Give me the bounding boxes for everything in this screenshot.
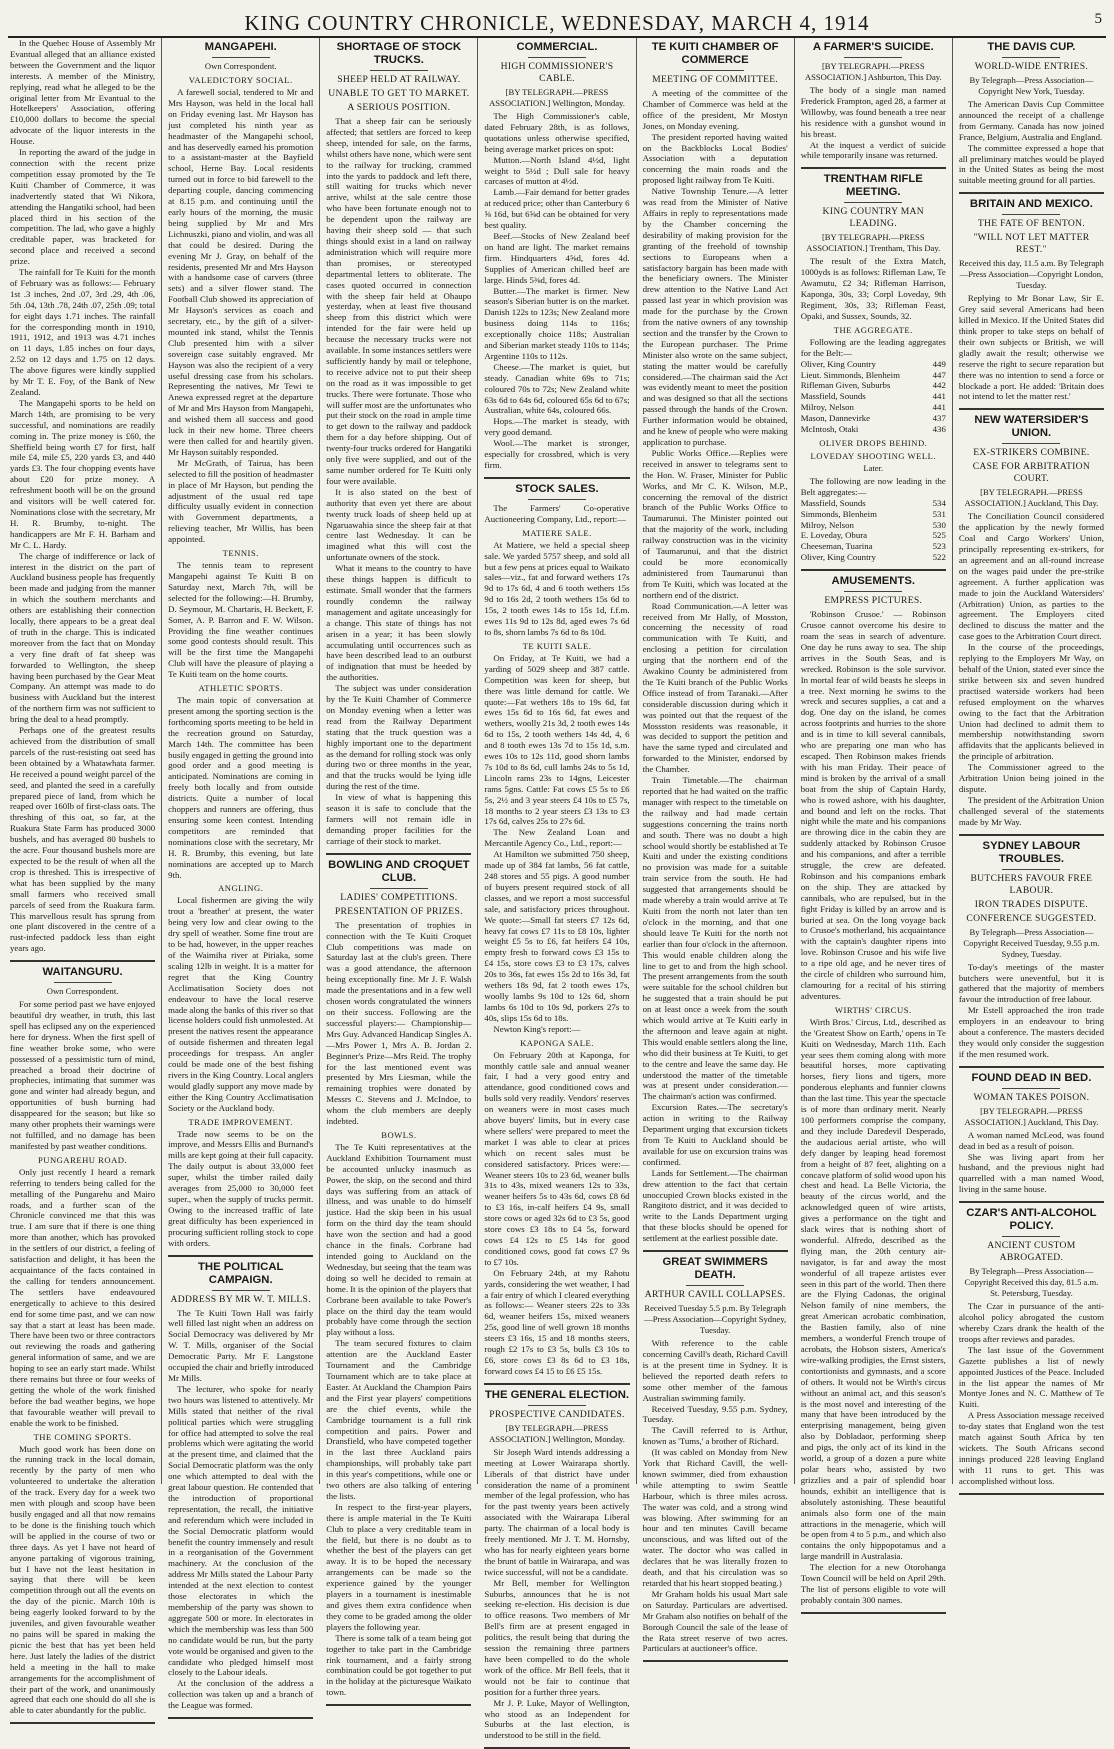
article-headline: TRENTHAM RIFLE MEETING. — [823, 173, 923, 199]
paragraph: Sir Joseph Ward intends addressing a meeting at Lower Wairarapa shortly. Liberals of that district have under consideration the name of a prominent member of the legal profession, who has for the past twenty years been actively associated with the Wairarapa Liberal party. The chairman of a local body is freely mentioned. Mr J. T. M. Hornsby, who has for nearly eighteen years borne the brunt of battle in Wairarapa, and was twice successful, will not be a candidate. — [484, 1446, 630, 1577]
headline-rule — [1002, 869, 1060, 870]
paragraph: The New Zealand Loan and Mercantile Agency Co., Ltd., report:— — [484, 827, 630, 849]
headline-rule — [1002, 1236, 1060, 1237]
paragraph: In respect to the first-year players, there is ample material in the Te Kuiti Club to place a very creditable team in the field, but there is no doubt as to whether the best of the players can get away. It is to be hoped the necessary arrangements can be made so the experience gained by the younger players in a tournament is inestimable and gives them extra confidence when they come to be graded among the older players the following year. — [326, 1501, 472, 1632]
article — [959, 41, 1104, 186]
article-deck: EX-STRIKERS COMBINE. — [973, 447, 1090, 459]
article-body — [168, 1308, 313, 1712]
article-deck: ARTHUR CAVILL COLLAPSES. — [644, 1289, 786, 1301]
paragraph: Road Communication.—A letter was received from Mr Hally, of Mosston, concerning the necessity of road communication with Te Kuiti, and enclosing a petition for circulation urging that the northern end of the Awakino County be administered from the Te Kuiti branch of the Public Works Office instead of from Taranaki.—After considerable discussion during which it was pointed out that the request of the Mossston residents was reasonable, it was decided to support the petition and have the same typed and circulated and forwarded to the Minister, endorsed by the Chamber. — [642, 600, 788, 775]
article-dateline: Received Tuesday 5.5 p.m. By Telegraph—Press Association—Copyright Sydney, Tuesday. — [644, 1303, 787, 1336]
headline-rule — [528, 1405, 586, 1406]
headline-rule — [686, 70, 744, 71]
masthead-title: KING COUNTRY CHRONICLE, WEDNESDAY, MARCH 4, 1914 — [244, 11, 870, 35]
section-heading: VALEDICTORY SOCIAL. — [188, 75, 293, 85]
article — [959, 840, 1104, 1060]
section-heading: TE KUITI SALE. — [522, 640, 592, 651]
article — [959, 414, 1104, 827]
headline-rule — [1002, 1088, 1060, 1089]
article-headline: THE POLITICAL CAMPAIGN. — [198, 1260, 284, 1286]
results-row — [801, 552, 946, 563]
article-body — [959, 99, 1104, 186]
paragraph: Excursion Rates.—The secretary's action in writing to the Railway Department urging that excursion tickets from Te Kuiti to Auckland should be available for use on excursion trains was confirmed. — [642, 1102, 788, 1167]
paragraph: On February 24th, at my Rahotu yards, considering the wet weather, I had a fair entry of which I cleared everything as follows:— Weaner steers 22s to 33s 6d, weaner heifers 15s, mixed weaners 25s, good line of well grown 18 months steers £3 16s, 15 and 18 months steers, rough £2 17s to £3 5s, bulls £3 10s to £6, store cows £3 8s 6d to £3 18s, forward cows £4 15 to £6 £5 15s. — [484, 1267, 630, 1376]
results-later: Later. — [863, 462, 884, 473]
article-deck: KING COUNTRY MAN LEADING. — [822, 206, 924, 230]
paragraph: At the inquest a verdict of suicide while temporarily insane was returned. — [800, 139, 946, 161]
paragraph: A farewell social, tendered to Mr and Mrs Hayson, was held in the local hall on Friday evening last. Mr Hayson has just completed his ninth year as headmaster of the Mangapehi school, and has deservedly earned his promotion to a assistant-master at the Bayfield school, Herne Bay. Local residents turned out in force to bid farewell to the departing couple, dancing commencing at 8.15 p.m. and continuing until the early hours of the morning, the music being supplied by Mr and Mrs Lichnuszki, piano and violin, and was all that could be desired. During the evening Mr J. Gray, on behalf of the residents, presented Mr and Mrs Hayson with a handsome case of carvers (three sets) and a silver flower stand. The Football Club showed its appreciation of Mr Hayson's services as coach and secretary, etc., by the gift of a silver-mounted ink stand, whilst the Tennis Club presented him with a silver sovereign case suitably engraved. Mr Hayson was also the recipient of a very useful dressing case from his scholars. Representing the natives, Mr Tewi te Anewa expressed regret at the departure of Mr and Mrs Hayson from Mangapehi, and wished them all success and good luck in their new home. Three cheers were then called for and heartily given. Mr Hayson suitably responded. — [168, 87, 314, 457]
paragraph: Lamb.—Fair demand for better grades at reduced price; other than Canterbury 6 ⅝ 16d, but 6⅝d can be obtained for very best quality. — [484, 187, 630, 231]
article-separator — [326, 853, 471, 855]
paragraph: The rainfall for Te Kuiti for the month of February was as follows:— February 1st .3 inches, 2nd .07, 3rd .29, 4th .06, 5th .04, 13th .78, 24th .07, 25th .09; total for eight days 1.71 inches. The rainfall for the corresponding month in 1910, 1911, 1912, and 1913 was 4.71 inches on 11 days, 1.85 inches on four days, 2.52 on 12 days and 1.75 on 12 days. The above figures were kindly supplied by Mr T. E. Foy, of the Bank of New Zealand. — [10, 267, 156, 397]
results-row — [801, 498, 946, 509]
article-separator — [168, 1255, 313, 1257]
paragraph: Mr McGrath, of Tairua, has been selected to fill the position of headmaster in place of Mr Hayson, but pending the adjustment of the usual red tape difficulty usually evident in connection with Government departments, a relieving teacher, Mr Willis, has been appointed. — [168, 457, 314, 545]
competitor-name: Milroy, Nelson — [800, 402, 854, 413]
article-headline: CZAR'S ANTI-ALCOHOL POLICY. — [966, 1207, 1097, 1233]
competitor-name: E. Loveday, Obura — [800, 530, 868, 541]
article-headline: GREAT SWIMMERS DEATH. — [662, 1256, 768, 1282]
paragraph: The tennis team to represent Mangapehi against Te Kuiti B on Saturday next, March 7th, will be selected for the following:—H. Brumby, D. Seymour, M. Chartaris, H. Beckett, F. Somer, A. P. Barron and F. W. Wilson. Providing the fine weather continues some good contests should result. This will be the first time the Mangapehi Club will have the pleasure of playing a Te Kuiti team on the home courts. — [168, 560, 314, 680]
paragraph: Wool.—The market is stronger, especially for crossbred, which is very firm. — [484, 438, 630, 470]
article-body — [10, 38, 155, 954]
article-dateline: [BY TELEGRAPH.—PRESS ASSOCIATION.] Auckland, This Day. — [964, 487, 1099, 509]
article-dateline: [BY TELEGRAPH.—PRESS ASSOCIATION.] Wellington, Monday. — [489, 1422, 625, 1444]
article-dateline: Received this day, 11.5 a.m. By Telegraph—Press Association—Copyright London, Tuesday. — [958, 258, 1104, 291]
article-body — [484, 1447, 629, 1741]
paragraph: Wirth Bros.' Circus, Ltd., described as the 'Greatest Show on Earth,' opens in Te Kuiti on Wednesday, March 11th. Each year sees them coming along with more beautiful horses, more captivating horses, fiery lions and tigers, more ponderous elephants and funnier clowns than the last time. This year the spectacle is of more than ordinary merit. Nearly 100 performers comprise the company, and they include Daredevil Desperado, the audacious aerial artiste, who will defy danger by leaping head foremost from a height of 87 feet, alighting on a concave platform of solid wood upon his chest and head. La Belle Victoria, the beauty of the circus world, and the acknowledged queen of wire artists, gives a performance on the tight and slack wires that is nothing short of wonderful. Alfredo, described as the flying man, the 20th century air-navigator, is far and away the most wonderful of all trapeze artistes ever seen in this part of the world. Then there are the Flying Cadonas, the original Nelson family of nine members, the great American acrobatic combination, the Bastien family, also of nine members, a wonderful French troupe of acrobats, the Hobson sisters, America's wire-walking prodigies, the Ernst sisters, contortionists and gymnasts, and a score of others. It would not be Wirth's circus without an animal act, and this season's is the most novel and interesting of the many that have been introduced by the enterprising management, being given also by Dobladaor, performing sheep and pigs, the only act of its kind in the world, a group of a dozen a pure white polar bears who, assisted by two grizzlies and a pair of splendid boar hounds, exhibit an intelligence that is absolutely astonishing. These beautiful animals also form one of the main attractions in the menagerie, which will be open from 4 to 5 p.m., and which also contains the only hippopotamus and a large mandrill in Australasia. — [800, 1016, 946, 1562]
article-deck: SHEEP HELD AT RAILWAY. — [337, 74, 461, 85]
paragraph: In view of what is happening this season it is safe to conclude that the farmers will not remain idle in demanding proper facilities for the carriage of their stock to market. — [326, 792, 472, 846]
paragraph: 'Robinson Crusoe.' — Robinson Crusoe cannot overcome his desire to roam the seas in search of adventure. One day he runs away to sea. The ship arrives in the South Seas, and is wrecked. Robinson is the sole survivor. In mortal fear of wild beasts he sleeps in a tree. Next morning he swims to the wreck and secures supplies, a cat and a dog. One day on the island, he comes across footprints and hurries to the shore and is in time to kill several cannibals, who are preparing one man who has escaped. Then Robinson makes friends with his man Friday. Their peace of mind is broken by the arrival of a small boat from the ship of Captain Hardy, who is rowed ashore, with his daughter, and bound and left on the rocks. That night while the mate and his companions are throwing dice in the cabin they are suddenly attacked by Robinson Crusoe and his companions, and after a terrible struggle, the crew are defeated. Robinson and his companions embark on the ship. They are attacked by cannibals, who are repulsed, but in the fight Friday is killed by an arrow and is buried at sea. On the long voyage back to Crusoe's motherland, his acquaintance with the captain's daughter ripens into love. Robinson Crusoe and his wife live to a ripe old age, and he never tires of the circle of children who surround him, clamouring for a recital of his stirring adventures. — [800, 609, 946, 1001]
competitor-name: McIntosh, Otaki — [800, 424, 859, 435]
article-headline: SYDNEY LABOUR TROUBLES. — [982, 839, 1081, 865]
paragraph: Hops.—The market is steady, with very good demand. — [484, 416, 630, 438]
article-deck: MEETING OF COMMITTEE. — [652, 74, 779, 85]
article-dateline: By Telegraph—Press Association—Copyright New York, Tuesday. — [969, 75, 1094, 96]
article-body — [643, 88, 788, 1244]
competitor-score: 441 — [932, 402, 946, 413]
article-deck: BUTCHERS FAVOUR FREE LABOUR. — [970, 872, 1093, 896]
paragraph: Mr Bell, member for Wellington Suburbs, announces that he is not seeking re-election. His decision is due to office reasons. Two members of Mr Bell's firm are at present engaged in politics, the result being that during the session the remaining three partners have been compelled to do the whole work of the office. Mr Bell feels, that it would not be fair to continue that position for a further three years. — [484, 1577, 630, 1697]
article-headline: THE DAVIS CUP. — [987, 41, 1076, 53]
paragraph: At Hamilton we submitted 750 sheep, made up of 384 fat lambs, 56 fat cattle, 248 stores and 55 pigs. A good number of buyers present required stock of all classes, and we report a most successful sale, and satisfactory prices throughout. We quote:—Small fat steers £7 12s 6d, heavy fat cows £7 11s to £8 10s, lighter weight £5 5s to £6, fat heifers £4 10s, empty fresh to forward cows £3 15s to £4 15s, store cows £3 to £3 17s, calves 20s to 36s, fat ewes 15s 2d to 16s 3d, fat wethers 18s 9d, fat 2 tooth ewes 17s, woolly lambs 9s 10d to 12s 6d, shorn lambs 6s 10d to 10s 9d, porkers 27s to 40s, slips 15s 6d to 18s. — [484, 849, 630, 1023]
article-body — [801, 609, 946, 1606]
article — [168, 1261, 313, 1712]
results-row — [801, 380, 946, 391]
article-body — [326, 116, 471, 847]
section-heading: MATIERE SALE. — [522, 527, 592, 538]
column-7 — [952, 38, 1106, 1484]
masthead — [8, 6, 1106, 38]
headline-rule — [370, 888, 428, 889]
article-body — [168, 75, 313, 1249]
article-separator — [10, 960, 155, 962]
article-body — [959, 293, 1104, 402]
competitor-score: 534 — [932, 497, 946, 508]
headline-rule — [1002, 214, 1060, 215]
section-heading: THE COMING SPORTS. — [33, 1431, 132, 1442]
article — [643, 41, 788, 1244]
column-6 — [794, 38, 952, 1605]
article-deck: LADIES' COMPETITIONS. — [340, 891, 458, 903]
paragraph: The presentation of trophies in connection with the Te Kuiti Croquet Club competitions was made on Saturday last at the club's green. There was a good attendance, the afternoon being exceptionally fine. Mr J. F. Walsh made the presentations and in a few well chosen words congratulated the winners on their success. Following are the successful players:— Championship—Mrs Guy. Advanced Handicap Singles A.—Mrs Power 1, Mrs A. B. Jordan 2. Beginner's Prize—Mrs Reid. The trophy for the last mentioned event was presented by Mrs Liesman, while the remaining trophies were donated by Messrs C. Stevens and J. McIndoe, to whom the club members are deeply indebted. — [326, 919, 472, 1127]
headline-rule — [528, 499, 586, 500]
article-headline: COMMERCIAL. — [516, 41, 598, 53]
article-deck: "WILL NOT LET MATTER REST." — [973, 232, 1090, 256]
paragraph: She was living apart from her husband, and the previous night had quarrelled with a man named Wood, living in the same house. — [958, 1151, 1104, 1195]
results-row — [801, 520, 946, 531]
paragraph: Following are the leading aggregates for the Belt:— — [800, 336, 946, 358]
article-body — [959, 962, 1104, 1060]
headline-rule — [54, 982, 112, 983]
article-body — [10, 999, 155, 1716]
article-separator — [959, 408, 1104, 410]
article-deck: WORLD-WIDE ENTRIES. — [974, 61, 1089, 72]
competitor-name: Oliver, King Country — [800, 358, 876, 369]
article-dateline: [BY TELEGRAPH.—PRESS ASSOCIATION.] Auckland, This Day. — [964, 1105, 1099, 1127]
headline-rule — [370, 70, 428, 71]
paragraph: The Conciliation Council considered the application by the newly formed Coal and Cargo Workers' Union, principally representing ex-strikers, for an agreement and an all-round increase on the wages paid under the pre-strike agreement. A further application was made to join the Auckland Watersiders' (Arbitration) Union, as parties to the agreement. The Employers cited declined to discuss the matter and the case goes to the Arbitration Court direct. — [958, 511, 1104, 642]
column-3 — [319, 38, 477, 1698]
section-heading: ANGLING. — [218, 883, 264, 894]
paragraph: What it means to the country to have these things happen is difficult to estimate. Small wonder that the farmers roundly condemn the railway management and agitate unceasingly for a change. This state of things has not arisen in a year; it has been slowly accumulating until occurrences such as have been described lead to an outburst of indignation that must be heeded by the authorities. — [326, 563, 472, 683]
competitor-name: Massfield, Sounds — [800, 391, 866, 402]
article-separator — [643, 1660, 788, 1662]
article-separator — [10, 1722, 155, 1724]
article-headline: MANGAPEHI. — [204, 41, 277, 53]
article-separator — [643, 1250, 788, 1252]
article — [801, 41, 946, 161]
article-body — [801, 256, 946, 563]
article-byline: Own Correspondent. — [46, 986, 119, 997]
paragraph: The Mangapehi sports to be held on March 14th, are promising to be very successful, and nominations are readily coming in. The prize money is £60, the Sheffield being worth £7 for first, half mile £4, mile £5, 220 yards £3, and 440 yards £3. The four chopping events have about £20 for prize money. A refreshment booth will be on the ground and visitors will be well catered for. Nominations close with the secretary, Mr H. R. Brumby, to-night. The handicappers are Mr F. H. Barham and Mr C. L. Hardy. — [10, 397, 156, 550]
paragraph: (It was cabled on Monday from New York that Richard Cavill, the well-known swimmer, died from exhaustion while attempting to swim Seattle Harbour, which is three miles across. The water was cold, and a strong wind was blowing. After swimming for an hour and ten minutes Cavill became unconscious, and was lifted out of the water. The doctor who was called in declares that he was literally frozen to death, and that his circulation was so retarded that his heart stopped beating.) — [642, 1447, 788, 1588]
paragraph: The Farmers' Co-operative Auctioneering Company, Ltd., report:— — [484, 502, 630, 524]
competitor-name: Oliver, King Country — [800, 552, 876, 563]
paragraph: Train Timetable.—The chairman reported that he had waited on the traffic manager with respect to the timetable on the railway and had made certain suggestions concerning the trains north and south. There was no doubt a high school would shortly be established at Te Kuiti and under the existing conditions no provision was made for a suitable train service from the south. He had suggested that arrangements should be made whereby a train would arrive at Te Kuiti from the north not later than ten o'clock in the morning, and that one should leave Te Kuiti for the north not earlier than four o'clock in the afternoon. This would enable children along the line to get to and from the high school. The present arrangements from the south were suitable for the school children but he suggested that a train should be put on at least once a week from the south which would arrive at Te Kuiti early in the afternoon and leave again at night. This would enable settlers along the line, who did their business at Te Kuiti, to get to the centre and leave the same day. He understood the matter of the timetable was at present under consideration.—The chairman's action was confirmed. — [642, 775, 788, 1102]
paragraph: On Friday, at Te Kuiti, we had a yarding of 5029 sheep and 387 cattle. Competition was keen for sheep, but there was little demand for cattle. We quote:—Fat wethers 18s to 19s 6d, fat ewes 15s 6d to 16s 6d, fat ewes and wethers, woolly 21s 3d, 2 tooth ewes 14s 6d to 15s, 2 tooth wethers 14s 4d, 4, 6 and 8 tooth ewes 13s 7d to 15s 1d, s.m. ewes 10s to 12s 11d, good shorn lambs 7s 10d to 8s 6d, cull lambs 24s to 5s 1d, Lincoln rams 23s to 14gns, Leicester rams 5gns. Cattle: Fat cows £5 5s to £6 5s, 2½ and 3 year steers £4 10s to £5 7s, 18 months to 2 year steers £3 13s to £3 17s 6d, calves 25s to 27s 6d. — [484, 652, 630, 827]
paragraph: In reporting the award of the judge in connection with the recent prize competition essay promoted by the Te Kuiti Chamber of Commerce, it was inadvertently stated that Wi Nikora, attending the Hangatiki school, had been placed third in his section of the competition. The lad, who gave a highly creditable paper, was bracketed for second place and received a second prize. — [10, 147, 156, 267]
paragraph: Native Township Tenure.—A letter was read from the Minister of Native Affairs in reply to representations made by the Chamber concerning the desirability of making provision for the granting of the freehold of township sections to Europeans when a satisfactory bargain has been made with the beneficiary owners. The Minister drew attention to the Native Land Act passed last year in which provision was made for the purchase by the Crown from the native owners of any township section and the transfer by the Crown to the European purchaser. The Prime Minister also wrote on the same subject, stating the matter would be carefully considered.—The chairman said the Act was evidently meant to meet the position and was designed so that all the sections passed through the hands of the Crown. Further information would be obtained, and he knew of people who were making application to purchase. — [642, 186, 788, 447]
article-separator — [801, 569, 946, 571]
article — [801, 575, 946, 1606]
competitor-score: 449 — [932, 358, 946, 369]
article-headline: WAITANGURU. — [42, 966, 123, 979]
article-headline: BRITAIN AND MEXICO. — [969, 198, 1093, 211]
paragraph: The election for a new Otorohanga Town Council will be held on April 29th. The list of persons eligible to vote will probably contain 300 names. — [800, 1562, 946, 1605]
paragraph: Perhaps one of the greatest results achieved from the distribution of small parcels of the rust-resisting oat seed has been obtained by a Whatawhata farmer. He received a pound weight parcel of the seed, and planted the seed in a carefully prepared piece of land, from which he reaped over 160lb of first-class oats. The threshing of this oat, so far, at the Ruakura State Farm has produced 3000 bushels, and has averaged 80 bushels to the acre. Four thousand bushels more are expected to be the result of when all the crop is threshed. This is irrespective of what has been supplied by the many small farmers who received small parcels of seed from the Ruakura farm. This marvellous result has sprung from one plant discovered in the centre of a rust-infected paddock less than eight years ago. — [10, 725, 156, 954]
article-headline: TE KUITI CHAMBER OF COMMERCE — [651, 41, 779, 66]
section-heading: BOWLS. — [381, 1129, 417, 1140]
paragraph: Beef.—Stocks of New Zealand beef on hand are light. The market remains firm. Hindquarters 4⅝d, fores 4d. Supplies of American chilled beef are large. Hinds 5⅜d, fores 4d. — [484, 230, 630, 285]
article-headline: THE GENERAL ELECTION. — [484, 1388, 630, 1401]
article-body — [484, 111, 629, 471]
headline-rule — [212, 57, 270, 58]
paragraph: The team secured fixtures to claim attention are the Auckland Easter Tournament and the Cambridge Tournament which are to take place at Easter. At Auckland the Champion Pairs and the First year players' competitions are the chief events, while the Cambridge tournament is a full rink competition and pairs. Power and Dransfield, who have competed together in the last three Auckland pairs championships, will probably take part in this year's competitions, while one or two others are also talking of entering the lists. — [326, 1338, 472, 1501]
article-separator — [484, 1383, 629, 1385]
paragraph: In the Quebec House of Assembly Mr Evantual alleged that an alliance existed between the Government and the liquor interests. A member of the Ministry, replying, read what he alleged to be the original letter from Mr Evantual to the Hotelkeepers' Association, offering £10,000 dollars to become the special advocate of the liquor interests in the House. — [10, 38, 156, 147]
paragraph: The main topic of conversation at present among the sporting section is the forthcoming sports meeting to be held in the recreation ground on Saturday, March 14th. The committee has been busily engaged in getting the ground into good order and a good meeting is anticipated. Nominations are coming in freely both locally and from outside districts. Quite a number of local choppers and runners are offering, thus ensuring some keen contest. Intending competitors are reminded that nominations close with the secretary, Mr H. R. Brumby, this evening, but late nominations are accepted up to March 9th. — [168, 695, 314, 880]
article-headline: STOCK SALES. — [515, 482, 599, 495]
results-row — [801, 391, 946, 402]
article-separator — [959, 1493, 1104, 1495]
paragraph: The Czar in pursuance of the anti-alcohol policy abrogated the custom whereby Czars drank the health of the troops after reviews and parades. — [958, 1301, 1104, 1344]
competitor-score: 442 — [932, 380, 946, 391]
paragraph: Cheese.—The market is quiet, but steady. Canadian white 69s to 71s; coloured 70s to 72s; New Zealand white 63s 6d to 64s 6d, coloured 65s 6d to 67s; Australian, white 64s, coloured 66s. — [484, 361, 630, 416]
paragraph: Local fishermen are giving the wily trout a 'breather' at present, the water being very low and clear owing to the dry spell of weather. Some fine trout are to be had, however, in the upper reaches of the Waimiha river at Piriaka, some scaling 12lb in weight. It is a matter for regret that the King Country Acclimatisation Society does not endeavour to have the local reserve made along the banks of this river so that license holders could fish unmolested. At present the natives resent the appearance of outside fishermen and threaten legal proceedings for trespass. An angler could be made one of the best fishing rivers in the King Country. Local anglers would gladly support any move made by either the King Country Acclimatisation Society or the Auckland body. — [168, 895, 314, 1113]
section-heading: ATHLETIC SPORTS. — [198, 683, 283, 694]
column-2 — [161, 38, 319, 1711]
paragraph: Mutton.—North Island 4½d, light weight to 5½d ; Dull sale for heavy carcases of mutton at 4½d. — [484, 154, 630, 187]
results-row — [801, 359, 946, 370]
competitor-name: Rifleman Given, Suburbs — [800, 380, 891, 391]
paragraph: Lands for Settlement.—The chairman drew attention to the fact that certain unoccupied Crown blocks existed in the Rangitoto district, and it was decided to write to the Lands Department urging that these blocks should be opened for settlement at the earliest possible date. — [642, 1167, 788, 1244]
article — [326, 41, 471, 847]
paragraph: It is also stated on the best of authority that even yet there are about twenty truck loads of sheep held up at Ngaruawahia since the sheep fair at that centre last Wednesday. It can be imagined what this will cost the unfortunate owners of the stock. — [326, 486, 472, 563]
headline-rule — [686, 1285, 744, 1286]
paragraph: The president of the Arbitration Union challenged several of the statements made by Mr Way. — [958, 794, 1104, 827]
article-deck: PROSPECTIVE CANDIDATES. — [489, 1408, 625, 1420]
paragraph: A meeting of the committee of the Chamber of Commerce was held at the office of the president, Mr Mostyn Jones, on Monday evening. — [642, 88, 788, 131]
article — [643, 1256, 788, 1654]
paragraph: At the conclusion of the address a collection was taken up and a branch of the League was formed. — [168, 1678, 314, 1711]
article-body — [326, 920, 471, 1698]
article-deck: CONFERENCE SUGGESTED. — [966, 912, 1097, 924]
paragraph: With reference to the cable concerning Cavill's death, Richard Cavill is at the present time in Sydney. It is believed the reported death refers to some other member of the famous Australian swimming family. — [642, 1338, 788, 1403]
article-separator — [959, 1201, 1104, 1203]
article — [326, 859, 471, 1698]
article-headline: AMUSEMENTS. — [831, 575, 916, 588]
section-heading: WIRTHS' CIRCUS. — [834, 1004, 912, 1015]
paragraph: Much good work has been done on the running track in the local domain, recently by the party of men who volunteered to undertake the alteration of the track. Every day for a week two men with plough and scoop have been busily engaged and all that now remains to be done is the finishing touch which will be applied in the course of two or three days. As yet I have not heard of anyone partaking of vigorous training, but I have not the least hesitation in saying that there will be keen competition through out all the events on the day of the picnic. March 10th is being eagerly looked forward to by the juveniles, and given favourable weather no pains will be spared in making the picnic the best that has yet been held here. Just lately the ladies of the district held a meeting in the hall to make arrangements for the accomplishment of their part of the work, and unanimously agreed that each one should do all she is able to cater abundantly for the public. — [10, 1443, 156, 1716]
results-row — [801, 541, 946, 552]
section-heading: TRADE IMPROVEMENT. — [188, 1116, 293, 1127]
section-heading: PUNGAREHU ROAD. — [37, 1154, 128, 1165]
article — [959, 1072, 1104, 1195]
article-deck: PRESENTATION OF PRIZES. — [334, 905, 463, 917]
article-byline: Own Correspondent. — [204, 61, 277, 71]
competitor-name: Massfield, Sounds — [800, 497, 866, 508]
article — [959, 1207, 1104, 1486]
paragraph: Replying to Mr Bonar Law, Sir E. Grey said several Americans had been killed in Mexico. If the United States did think proper to take steps on behalf of their own subjects or British, we will gladly await the result; otherwise we reserve the right to secure reparation but there was no intention to send a force or blockade a port. He added: 'Britain does not intend to let the matter rest.' — [958, 293, 1104, 402]
paragraph: There is some talk of a team being got together to take part in the Cambridge rink tournament, and a fairly strong combination could be got together to put in the holiday at the picturesque Waikato town. — [326, 1632, 472, 1698]
results-row — [801, 370, 946, 381]
column-5 — [636, 38, 794, 1654]
article — [484, 1389, 629, 1741]
paragraph: The Cavill referred to is Arthur, known as 'Tums,' a brother of Richard. — [642, 1425, 788, 1447]
article-body — [484, 503, 629, 1377]
paragraph: The result of the Extra Match, 1000yds is as follows: Rifleman Law, Te Awamutu, £2 34; Rifleman Harrison, Kaponga, 30s, 33; Corpl Loveday, 9th Regiment, 30s, 33; Rifleman Feast, Opaki, and Sussex, Sounds, 32. — [800, 256, 946, 321]
paragraph: The lecturer, who spoke for nearly two hours was listened to attentively. Mr Mills stated that neither of the rival political parties which were struggling for office had attempted to solve the real problems which were agitating the world at the present time, and claimed that the Social Democratic platform was the only one which attempted to deal with the great labour question. He contended that the introduction of proportional representation, the recall, the initiative and referendum which were included in the Social Democratic platform would benefit the country immensely and result in a reorganisation of the Government machinery. At the conclusion of the address Mr Mills stated the Labour Party intended at the next election to contest those electorates in which the membership of the party was shown to aggregate 500 or more. In electorates in which the membership was less than 500 no candidate would be run, but the party vote would be organised and given to the candidate who pledged himself most closely to the Labour ideals. — [168, 1383, 314, 1678]
page-number: 5 — [1094, 11, 1102, 27]
paragraph: A Press Association message received to-day states that England won the test match against South Africa by ten wickets. The South Africans second innings produced 228 leaving England with 11 runs to get. This was accomplished without loss. — [958, 1410, 1104, 1486]
paragraph: Public Works Office.—Replies were received in answer to telegrams sent to the Hon. W. Fraser, Minister for Public Works, and Mr C. K. Wilson, M.P., concerning the removal of the district branch of the Public Works Office to Taumarunui. The Minister pointed out that the majority of the work, including railway construction was in the vicinity of Taumarunui, and that the district could be more economically administered from Taumarunui than from Te Kuiti, which was located at the northern end of the district. — [642, 447, 788, 600]
article-body — [959, 511, 1104, 827]
article — [484, 483, 629, 1377]
article-headline: SHORTAGE OF STOCK TRUCKS. — [336, 41, 462, 66]
columns — [8, 38, 1106, 1741]
results-row — [801, 530, 946, 541]
paragraph: The body of a single man named Frederick Frampton, aged 28, a farmer at Willowby, was found beneath a tree near his residence with a gunshot wound in his breast. — [800, 85, 946, 139]
paragraph: Mr Estell approached the iron trade employers in an endeavour to bring about a conference. The masters decided they would only consider the suggestion if the men resumed work. — [958, 1005, 1104, 1059]
results-subheading: LOVEDAY SHOOTING WELL. — [810, 450, 937, 461]
competitor-score: 437 — [932, 413, 946, 424]
column-4 — [477, 38, 635, 1741]
results-table — [801, 359, 946, 435]
paragraph: That a sheep fair can be seriously affected; that settlers are forced to keep sheep, intended for sale, on the farms, whilst others have none, which were sent to the railway for trucking, crammed into the yards to paddock and left there, still waiting for trucks which never arrive, whilst at the sale centre those who have been fortunate enough not to be dependent upon the railway are having their sheep sold — that such things should exist in a land on railway administration which will require more than promises, or stereotyped departmental letters to obliterate. The cases quoted occurred in connection with the sheep fair held at Ohaupo yesterday, when at least five thousand sheep from this district which were intended for the fair were held up because the necessary trucks were not available. In some instances settlers were sufficiently handy by mail or telephone, to receive advice not to put their sheep on the road as it was impossible to get trucks. There were fortunate. Those who will suffer most are the unfortunates who put their stock on the road in ample time to get down to the railway and paddock them for a day before shipping. Out of twenty-four trucks ordered for Hangatiki only five were supplied, and out of the same number ordered for Te Kuiti only four were available. — [326, 116, 472, 486]
article-deck: THE FATE OF BENTON. — [977, 218, 1085, 230]
article-headline: FOUND DEAD IN BED. — [971, 1071, 1092, 1084]
results-row — [801, 413, 946, 424]
article-dateline: [BY TELEGRAPH.—PRESS ASSOCIATION.] Wellington, Monday. — [489, 87, 625, 108]
paragraph: Butter.—The market is firmer. New season's Siberian butter is on the market. Danish 122s to 123s; New Zealand more business doing 114s to 116s; exceptionally choice 118s; Australian and Siberian market steady 110s to 114s; Argentine 110s to 112s. — [484, 285, 630, 361]
section-heading: TENNIS. — [222, 548, 259, 559]
competitor-score: 523 — [932, 541, 946, 552]
article — [484, 41, 629, 471]
competitor-name: Cheeseman, Tuarina — [800, 541, 873, 552]
article-deck: ADDRESS BY MR W. T. MILLS. — [170, 1293, 311, 1305]
results-row — [801, 424, 946, 435]
article-separator — [484, 477, 629, 479]
paragraph: The committee expressed a hope that all preliminary matches would be played in the United States as being the most suitable meeting ground for all parties. — [958, 142, 1104, 186]
article-body — [801, 85, 946, 161]
article — [10, 966, 155, 1716]
competitor-score: 447 — [932, 369, 946, 380]
article — [168, 41, 313, 1249]
article-deck: A SERIOUS POSITION. — [347, 102, 451, 113]
paragraph: Mr Graham holds his usual Mart sale on Saturday. Particulars are advertised. Mr Graham also notifies on behalf of the Borough Council the sale of the lease of the Rata street reserve of two acres. Particulars at auctioneer's office. — [642, 1588, 788, 1654]
paragraph: Trade now seems to be on the improve, and Messrs Ellis and Burnand's mills are kept going at their full capacity. The daily output is about 33,000 feet super, whilst the timber railed daily averages from 25,000 to 30,000 feet super., when the supply of trucks permit. Owing to the increased traffic of late great difficulty has been experienced in procuring sufficient rolling stock to cope with orders. — [168, 1128, 314, 1248]
column-1 — [8, 38, 161, 1716]
paragraph: A woman named McLeod, was found dead in bed as a result of poison. — [958, 1129, 1104, 1151]
headline-rule — [1002, 57, 1060, 58]
article-dateline: By Telegraph—Press Association—Copyright Received Tuesday, 9.55 p.m. Sydney, Tuesday. — [963, 926, 1100, 959]
article-separator — [326, 1704, 471, 1706]
article-dateline: By Telegraph—Press Association—Copyright Received this day, 81.5 a.m. St. Petersburg, Tuesday. — [964, 1266, 1099, 1299]
competitor-score: 436 — [932, 424, 946, 435]
competitor-name: Milroy, Nelson — [800, 519, 854, 530]
paragraph: The president reported having waited on the Backblocks Local Bodies' Association with a deputation concerning the main roads and the proposed light railway from Te Kuiti. — [642, 131, 788, 186]
article-headline: BOWLING AND CROQUET CLUB. — [328, 858, 470, 884]
headline-rule — [844, 591, 902, 592]
article-separator — [959, 192, 1104, 194]
paragraph: The High Commissioner's cable, dated February 28th, is as follows, quotations unless otherwise specified, being average market prices on spot: — [484, 111, 630, 154]
results-heading: OLIVER DROPS BEHIND. — [819, 437, 928, 448]
article-body — [959, 1301, 1104, 1486]
paragraph: Mr J. P. Luke, Mayor of Wellington, who stood as an Independent for Suburbs at the last election, is understood to be still in the field. — [484, 1697, 630, 1741]
competitor-score: 531 — [932, 508, 946, 519]
article — [10, 38, 155, 954]
paragraph: The Commissioner agreed to the Arbitration Union being joined in the dispute. — [958, 762, 1104, 794]
article-deck: ANCIENT CUSTOM ABROGATED. — [987, 1240, 1076, 1264]
article-deck: UNABLE TO GET TO MARKET. — [328, 88, 470, 99]
article-headline: A FARMER'S SUICIDE. — [812, 41, 934, 53]
paragraph: The last issue of the Government Gazette publishes a list of newly appointed Justices of the Peace. Included in the list appear the names of Mr Montye Jones and N. C. Matthew of Te Kuiti. — [958, 1344, 1104, 1410]
paragraph: The Te Kuiti Town Hall was fairly well filled last night when an address on Social Democracy was delivered by Mr W. T. Mills, organiser of the Social Democratic Party. Mr F. Langstone occupied the chair and briefly introduced Mr Mills. — [168, 1307, 314, 1383]
headline-rule — [1002, 443, 1060, 444]
article-deck: WOMAN TAKES POISON. — [973, 1091, 1090, 1103]
paragraph: The subject was under consideration by the Te Kuiti Chamber of Commerce on Monday evening when a letter was read from the Railway Department stating that the truck question was a highly important one to the department as the demand for rolling stock was only during two or three months in the year, and that the trucks would be lying idle during the rest of the time. — [326, 683, 472, 792]
results-table — [801, 498, 946, 563]
paragraph: Received Tuesday, 9.55 p.m. Sydney, Tuesday. — [642, 1403, 788, 1425]
article-headline: NEW WATERSIDER'S UNION. — [974, 414, 1089, 440]
competitor-score: 522 — [932, 552, 946, 563]
paragraph: Only just recently I heard a remark referring to tenders being called for the metalling of the Pungarehu and Mairo roads, and a further scan of the Chronicle convinced me that this was true. I am sure that if there is one thing more than another, which has provoked in the settlers of our district, a feeling of satisfaction and delight, it has been the acquaintance of the facts contained in the calling for tenders announcement. The settlers have endeavoured energetically to achieve to this desired end for some time past, and we can now say that a start at least has been made. There have been two or three contractors out reviewing the roads and gathering general information of same, and we are hoping to see an early start made. Whilst there remains but three or four weeks of getting the whole of the work finished before the bad weather begins, we hope that favourable weather will prevail to enable the work to be finished. — [10, 1166, 156, 1428]
paragraph: At Matiere, we held a special sheep sale. We yarded 5757 sheep, and sold all but a few pens at prices equal to Waikato sales—viz., fat and forward wethers 17s 9d to 17s 6d, 4 and 6 tooth wethers 15s 9d to 16s 2d, 2 tooth wethers 15s 6d to 15s, 2 tooth ewes 14s to 15s 1d, f.f.m. ewes 11s 9d to 12s 8d, aged ewes 7s 6d to 8s, shorn lambs 7s 6d to 8s 10d. — [484, 539, 630, 637]
article-dateline: [BY TELEGRAPH.—PRESS ASSOCIATION.] Trentham, This Day. — [806, 232, 941, 254]
competitor-name: Simmonds, Blenheim — [800, 508, 877, 519]
article-separator — [959, 1066, 1104, 1068]
article-separator — [168, 1717, 313, 1719]
competitor-name: Lieut. Simmonds, Blenheim — [800, 369, 900, 380]
article-dateline: [BY TELEGRAPH.—PRESS ASSOCIATION.] Ashburton, This Day. — [804, 61, 942, 82]
headline-rule — [212, 1290, 270, 1291]
article — [959, 198, 1104, 402]
article-separator — [801, 167, 946, 169]
paragraph: For some period past we have enjoyed beautiful dry weather, in truth, this last spell has eclipsed any on the experienced here for dryness. When the first spell of fine weather broke some, who were possessed of a pessimistic turn of mind, preached a broad their doctrine of prophecies, intimating that summer was gone and winter had already begun, and opportunities of bush burning had disappeared for the season; but like so many other prophets their warnings were not fulfilled, and no damage has been manifested by past weather conditions. — [10, 999, 156, 1151]
article-deck: EMPRESS PICTURES. — [824, 595, 923, 607]
headline-rule — [528, 57, 586, 58]
paragraph: To-day's meetings of the master butchers were uneventful, but it is gathered that the majority of members favour the introduction of free labour. — [958, 961, 1104, 1005]
headline-rule — [844, 57, 902, 58]
article — [801, 173, 946, 563]
paragraph: Newton King's report:— — [493, 1023, 581, 1034]
competitor-score: 441 — [932, 391, 946, 402]
paragraph: The American Davis Cup Committee announced the receipt of a challenge from Germany. Canada has now joined France, Belgium, Australia and England. — [958, 99, 1104, 142]
results-row — [801, 402, 946, 413]
paragraph: In the course of the proceedings, replying to the Employers Mr Way, on behalf of the Union, stated ever since the strike between six and seven hundred practised waterside workers had been refused employment on the wharves owing to the fact that the Arbitration Union had declined to admit them to membership notwithstanding sworn affidavits that the applicants believed in the principle of arbitration. — [958, 642, 1104, 762]
article-deck: CASE FOR ARBITRATION COURT. — [972, 461, 1091, 485]
paragraph: The Te Kuiti representatives at the Auckland Exhibition Tournament must be accounted unlucky inasmuch as Power, the skip, on the second and third days was suffering from an attack of illness, and was unable to do himself justice. Had the skip been in his usual form on the third day the team should have won the section and had a good chance in the finals. Corbrane had intended going to Auckland on the Wednesday, but seeing that the team was doing so well he decided to remain at home. It is the opinion of the players that Corbrane been available to take Power's place on the third day the team would probably have come through the section play without a loss. — [326, 1141, 472, 1338]
article-separator — [801, 1612, 946, 1614]
paragraph: The following are now leading in the Belt aggregates:— — [800, 475, 946, 497]
competitor-score: 530 — [932, 519, 946, 530]
headline-rule — [844, 202, 902, 203]
article-separator — [959, 834, 1104, 836]
competitor-name: Mason, Dannevirke — [800, 413, 871, 424]
results-row — [801, 509, 946, 520]
paragraph: The charge of indifference or lack of interest in the district on the part of Auckland business people has frequently been made and judging from the manner in which the southern merchants and others are establishing their connection locally, there appears to be a great deal of truth in the charge. This is indicated moreover from the fact that on Monday a very fine draft of fat sheep was forwarded to Wellington, the sheep having been purchased by the Gear Meat Company. An attempt was made to do business with Auckland but the interest of the northern firm was not sufficient to bring the deal to a head promptly. — [10, 550, 156, 725]
article-deck: HIGH COMMISSIONER'S CABLE. — [500, 61, 614, 84]
results-heading: THE AGGREGATE. — [833, 324, 913, 335]
article-body — [959, 1130, 1104, 1195]
paragraph: On February 20th at Kaponga, for monthly cattle sale and annual weaner fair, I had a very good entry and attendance, good conditioned cows and bulls sold very readily. Vendors' reserves on weaners were in most cases much above buyers' limits, but in every case where sellers' were prepared to meet the market I was able to clear at prices which on recent sales must be considered satisfactory. Prices were:— Weaner steers 10s to 23 6d, weaner bulls 31s to 43s, mixed weaners 12s to 33s, weaner heifers 5s to 43s 6d, cows £8 6d to £3 16s, in-calf heifers £4 9s, small store cows or aged 32s 6d to £3 5s, good store cows £3 18s to £4 5s, forward cows £4 12s to £5 14s for good conditioned cows, good fat cows £7 9s to £7 10s. — [484, 1049, 630, 1267]
article-body — [643, 1338, 788, 1654]
competitor-score: 525 — [932, 530, 946, 541]
section-heading: KAPONGA SALE. — [520, 1037, 594, 1048]
article-deck: IRON TRADES DISPUTE. — [974, 898, 1089, 910]
